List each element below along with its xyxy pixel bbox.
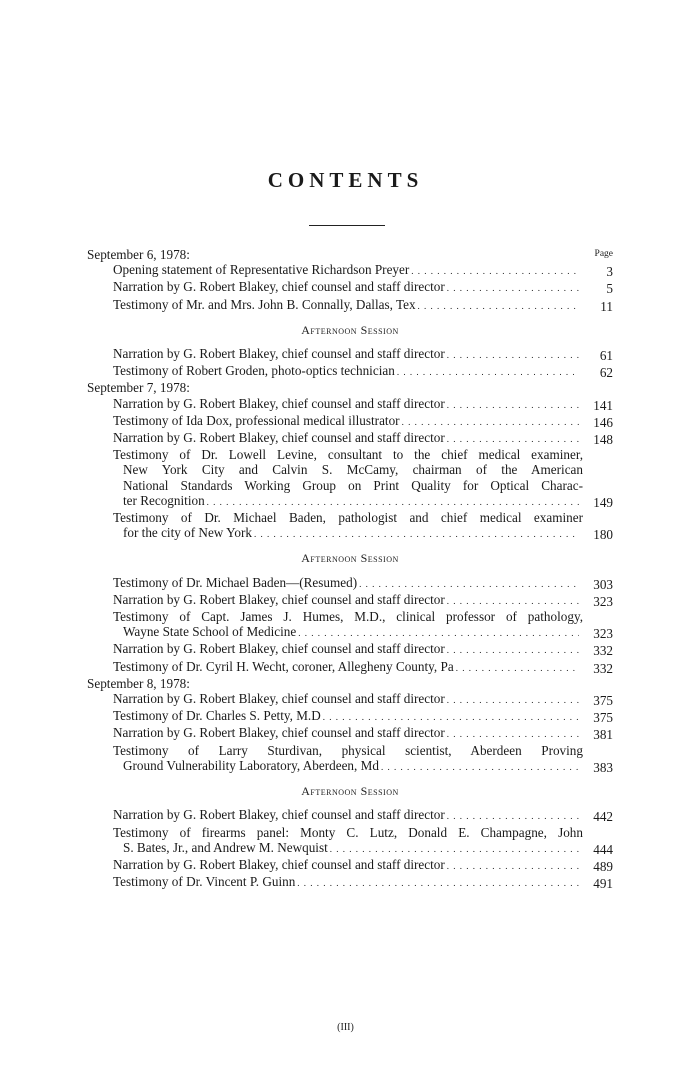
toc-entry-text: Testimony of Dr. Lowell Levine, consultant to the chief medical examiner, — [113, 447, 583, 463]
toc-entry — [87, 807, 613, 824]
toc-entry-text: Narration by G. Robert Blakey, chief counsel and staff director — [113, 641, 445, 657]
toc-page-number: 444 — [593, 841, 613, 857]
toc-entry-text: Narration by G. Robert Blakey, chief counsel and staff director — [113, 279, 445, 295]
toc-page-number: 146 — [593, 414, 613, 430]
dot-leader — [447, 725, 579, 742]
dot-leader — [447, 592, 579, 609]
toc-entry-text: Narration by G. Robert Blakey, chief counsel and staff director — [113, 856, 445, 872]
dot-leader — [298, 624, 579, 641]
toc-entry-text: Narration by G. Robert Blakey, chief counsel and staff director — [113, 591, 445, 607]
dot-leader — [330, 840, 579, 857]
dot-leader — [447, 396, 579, 413]
table-of-contents — [87, 247, 613, 891]
toc-page-number: 332 — [593, 643, 613, 659]
toc-page-number: 332 — [593, 660, 613, 676]
toc-entry — [87, 430, 613, 447]
toc-entry-text: Narration by G. Robert Blakey, chief counsel and staff director — [113, 430, 445, 446]
toc-page-number: 375 — [593, 693, 613, 709]
toc-entry-text: Testimony of Capt. James J. Humes, M.D., clinical professor of pathology, — [113, 609, 583, 625]
toc-page-number: 3 — [606, 264, 613, 280]
toc-page-number: 11 — [600, 298, 613, 314]
toc-entry-text: Narration by G. Robert Blakey, chief counsel and staff director — [113, 346, 445, 362]
toc-entry — [87, 857, 613, 874]
toc-page-number: 323 — [593, 626, 613, 642]
toc-page-number: 180 — [593, 527, 613, 543]
toc-page-number: 375 — [593, 710, 613, 726]
toc-entry — [87, 510, 613, 542]
toc-entry-text: Testimony of Dr. Vincent P. Guinn — [113, 874, 296, 890]
toc-entry-text: Narration by G. Robert Blakey, chief counsel and staff director — [113, 807, 445, 823]
toc-entry-text: Testimony of Dr. Cyril H. Wecht, coroner, Allegheny County, Pa — [113, 658, 454, 674]
dot-leader — [447, 807, 579, 824]
toc-entry — [87, 413, 613, 430]
title-divider — [309, 225, 385, 226]
dot-leader — [207, 493, 579, 510]
dot-leader — [297, 874, 579, 891]
toc-entry-text: Testimony of Dr. Michael Baden—(Resumed) — [113, 574, 358, 590]
toc-date-heading: September 7, 1978: — [87, 380, 190, 396]
dot-leader — [359, 575, 579, 592]
toc-session-heading: Afternoon Session — [301, 551, 399, 566]
toc-page-number: 62 — [599, 365, 613, 381]
toc-entry-text: Testimony of Ida Dox, professional medical illustrator — [113, 412, 400, 428]
toc-entry — [87, 691, 613, 708]
toc-entry — [87, 609, 613, 641]
toc-entry — [87, 708, 613, 725]
toc-page-number: 61 — [599, 348, 613, 364]
dot-leader — [411, 262, 579, 279]
toc-entry — [87, 575, 613, 592]
dot-leader — [447, 430, 579, 447]
toc-page-number: 442 — [593, 809, 613, 825]
toc-entry — [87, 396, 613, 413]
toc-session-heading: Afternoon Session — [301, 784, 399, 799]
toc-entry-text: Narration by G. Robert Blakey, chief counsel and staff director — [113, 395, 445, 411]
toc-entry-text: Testimony of firearms panel: Monty C. Lutz, Donald E. Champagne, John — [113, 824, 583, 840]
toc-page-number: 323 — [593, 593, 613, 609]
toc-page-number: 148 — [593, 432, 613, 448]
dot-leader — [418, 297, 579, 314]
toc-page-number: 303 — [593, 576, 613, 592]
toc-entry — [87, 279, 613, 296]
toc-entry-text: Opening statement of Representative Richardson Preyer — [113, 262, 410, 278]
toc-date-heading: September 8, 1978: — [87, 675, 190, 691]
toc-entry — [87, 262, 613, 279]
toc-entry — [87, 592, 613, 609]
toc-entry — [87, 725, 613, 742]
toc-entry-text: S. Bates, Jr., and Andrew M. Newquist — [123, 839, 328, 855]
toc-page-number: 383 — [593, 759, 613, 775]
toc-entry — [87, 659, 613, 676]
toc-page-number: 491 — [593, 876, 613, 892]
toc-session-heading: Afternoon Session — [301, 322, 399, 337]
toc-date-heading: September 6, 1978: — [87, 247, 190, 262]
toc-entry-text: Narration by G. Robert Blakey, chief counsel and staff director — [113, 725, 445, 741]
toc-entry-text: Testimony of Mr. and Mrs. John B. Connally, Dallas, Tex — [113, 296, 416, 312]
dot-leader — [323, 708, 579, 725]
dot-leader — [397, 363, 579, 380]
toc-entry — [87, 825, 613, 857]
toc-entry — [87, 874, 613, 891]
toc-entry-text: ter Recognition — [123, 492, 205, 508]
toc-entry-text: New York City and Calvin S. McCamy, chairman of the American — [123, 462, 583, 478]
toc-entry-text: Testimony of Dr. Michael Baden, pathologist and chief medical examiner — [113, 510, 583, 526]
toc-entry-text: Testimony of Larry Sturdivan, physical scientist, Aberdeen Proving — [113, 742, 583, 758]
dot-leader — [456, 659, 579, 676]
toc-entry — [87, 641, 613, 658]
dot-leader — [402, 413, 579, 430]
toc-entry-text: Narration by G. Robert Blakey, chief counsel and staff director — [113, 691, 445, 707]
dot-leader — [447, 346, 579, 363]
toc-entry — [87, 363, 613, 380]
toc-page-number: 149 — [593, 494, 613, 510]
page-column-header: Page — [594, 249, 613, 259]
toc-page-number: 489 — [593, 858, 613, 874]
toc-entry-text: Ground Vulnerability Laboratory, Aberdeen, Md — [123, 757, 379, 773]
toc-entry — [87, 346, 613, 363]
dot-leader — [447, 857, 579, 874]
page-number-footer: (III) — [337, 1022, 354, 1033]
toc-page-number: 381 — [593, 727, 613, 743]
toc-entry-text: for the city of New York — [123, 525, 252, 541]
dot-leader — [381, 758, 579, 775]
dot-leader — [447, 641, 579, 658]
toc-page-number: 5 — [606, 281, 613, 297]
toc-entry — [87, 297, 613, 314]
toc-entry-text: Wayne State School of Medicine — [123, 624, 297, 640]
toc-entry-text: National Standards Working Group on Print Quality for Optical Charac- — [123, 477, 583, 493]
toc-entry-text: Testimony of Robert Groden, photo-optics technician — [113, 363, 395, 379]
page-title: CONTENTS — [267, 168, 424, 192]
toc-entry-text: Testimony of Dr. Charles S. Petty, M.D — [113, 708, 321, 724]
toc-entry — [87, 447, 613, 510]
toc-entry — [87, 743, 613, 775]
toc-page-number: 141 — [593, 397, 613, 413]
dot-leader — [254, 525, 579, 542]
dot-leader — [447, 279, 579, 296]
dot-leader — [447, 691, 579, 708]
